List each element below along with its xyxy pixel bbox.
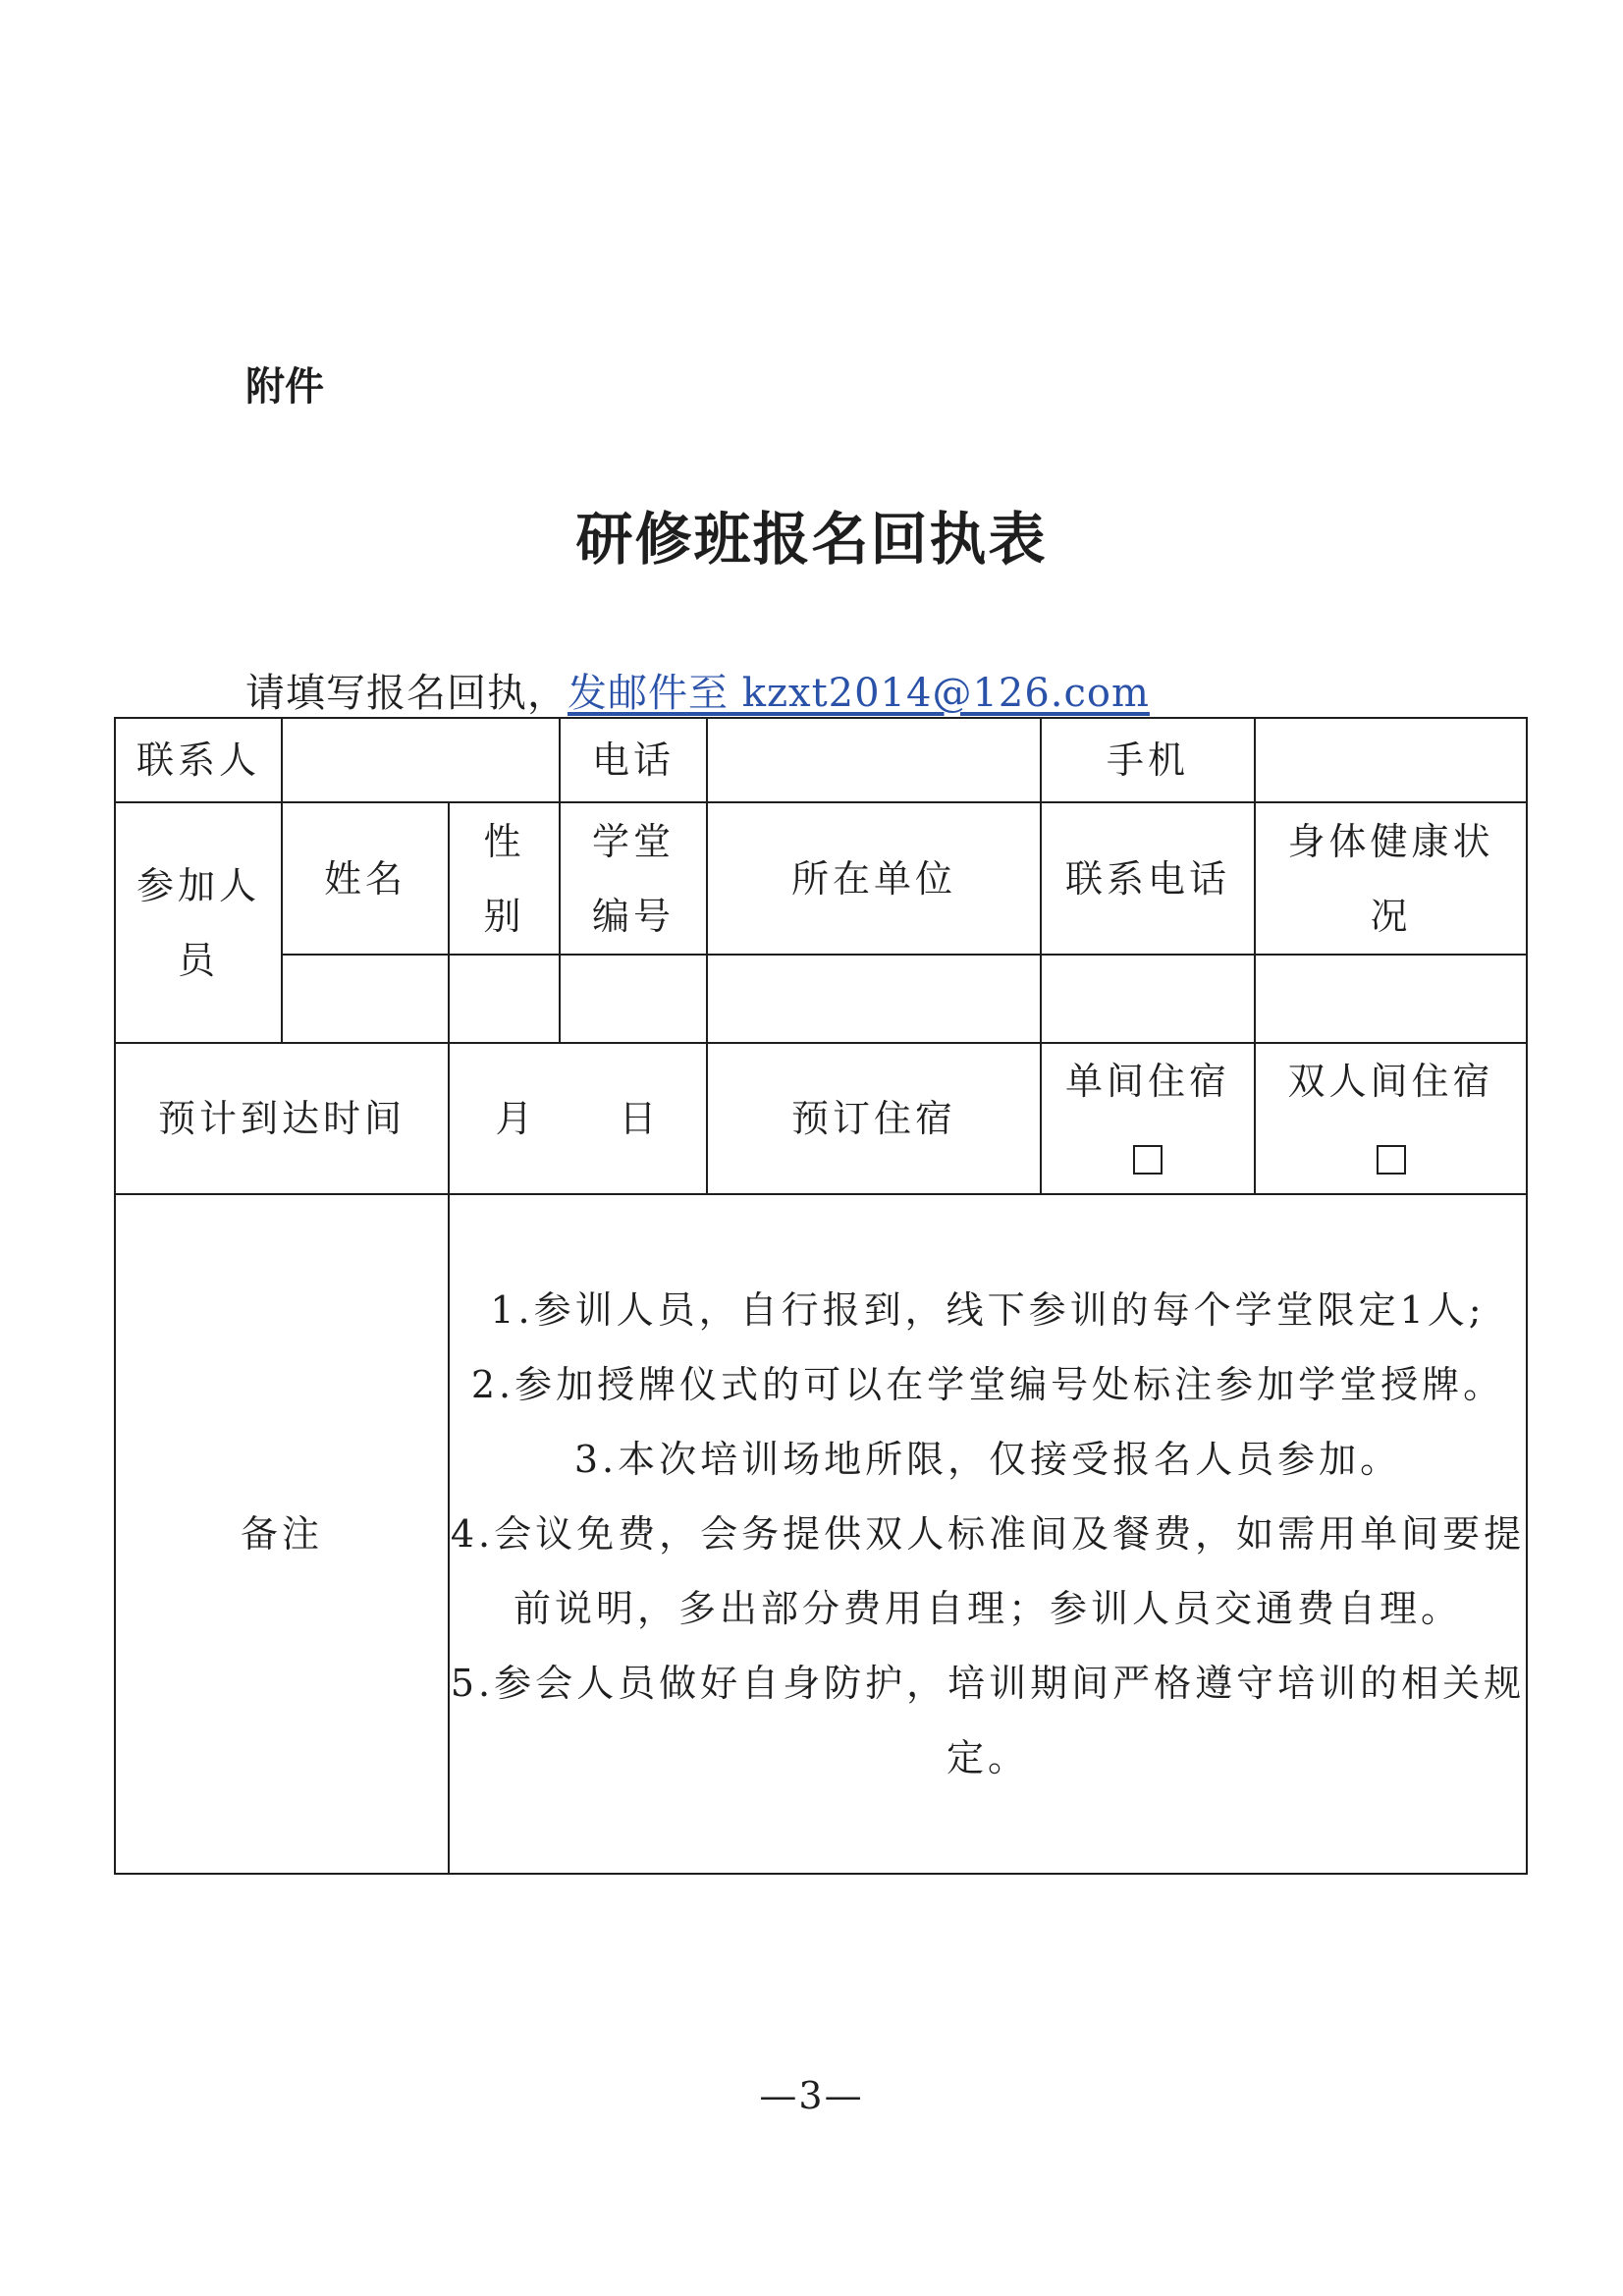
notes-label: 备注 bbox=[115, 1194, 449, 1874]
double-room-label: 双人间住宿 bbox=[1287, 1060, 1494, 1103]
school-no-field[interactable] bbox=[560, 955, 707, 1043]
booking-label: 预订住宿 bbox=[707, 1043, 1041, 1194]
note-item: 2.参加授牌仪式的可以在学堂编号处标注参加学堂授牌。 bbox=[470, 1363, 1505, 1406]
instruction-text: 请填写报名回执， bbox=[245, 671, 568, 716]
contact-person-label: 联系人 bbox=[115, 718, 282, 802]
arrival-date-field[interactable]: 月 日 bbox=[449, 1043, 707, 1194]
note-item: 4.会议免费，会务提供双人标准间及餐费，如需用单间要提前说明，多出部分费用自理；参训人员交通费自理。 bbox=[450, 1512, 1526, 1630]
notes-content bbox=[449, 1194, 1527, 1874]
unit-field[interactable] bbox=[707, 955, 1041, 1043]
single-room-label: 单间住宿 bbox=[1064, 1060, 1230, 1103]
contact-phone-field[interactable] bbox=[1041, 955, 1255, 1043]
attachment-label: 附件 bbox=[245, 364, 324, 410]
note-item: 1.参训人员，自行报到，线下参训的每个学堂限定1人; bbox=[490, 1288, 1486, 1332]
note-item: 5.参会人员做好自身防护，培训期间严格遵守培训的相关规定。 bbox=[450, 1662, 1526, 1779]
double-room-checkbox[interactable] bbox=[1377, 1145, 1406, 1175]
double-room-option[interactable] bbox=[1255, 1043, 1527, 1194]
participants-label: 参加人员 bbox=[115, 802, 282, 1043]
mobile-field[interactable] bbox=[1255, 718, 1527, 802]
gender-field[interactable] bbox=[449, 955, 560, 1043]
col-unit: 所在单位 bbox=[707, 802, 1041, 955]
instruction-line bbox=[245, 662, 1150, 718]
col-contact-phone: 联系电话 bbox=[1041, 802, 1255, 955]
page-number: —3— bbox=[759, 2074, 864, 2117]
note-item: 3.本次培训场地所限，仅接受报名人员参加。 bbox=[573, 1438, 1402, 1481]
col-health: 身体健康状况 bbox=[1255, 802, 1527, 955]
single-room-checkbox[interactable] bbox=[1133, 1145, 1163, 1175]
col-name: 姓名 bbox=[282, 802, 449, 955]
arrival-time-label: 预计到达时间 bbox=[115, 1043, 449, 1194]
health-field[interactable] bbox=[1255, 955, 1527, 1043]
name-field[interactable] bbox=[282, 955, 449, 1043]
email-link[interactable]: 发邮件至 kzxt2014@126.com bbox=[568, 671, 1150, 716]
registration-form-table bbox=[114, 717, 1528, 1875]
contact-person-field[interactable] bbox=[282, 718, 560, 802]
page-title: 研修班报名回执表 bbox=[575, 506, 1048, 573]
col-school-no: 学堂编号 bbox=[560, 802, 707, 955]
phone-label: 电话 bbox=[560, 718, 707, 802]
phone-field[interactable] bbox=[707, 718, 1041, 802]
col-gender: 性别 bbox=[449, 802, 560, 955]
single-room-option[interactable] bbox=[1041, 1043, 1255, 1194]
mobile-label: 手机 bbox=[1041, 718, 1255, 802]
